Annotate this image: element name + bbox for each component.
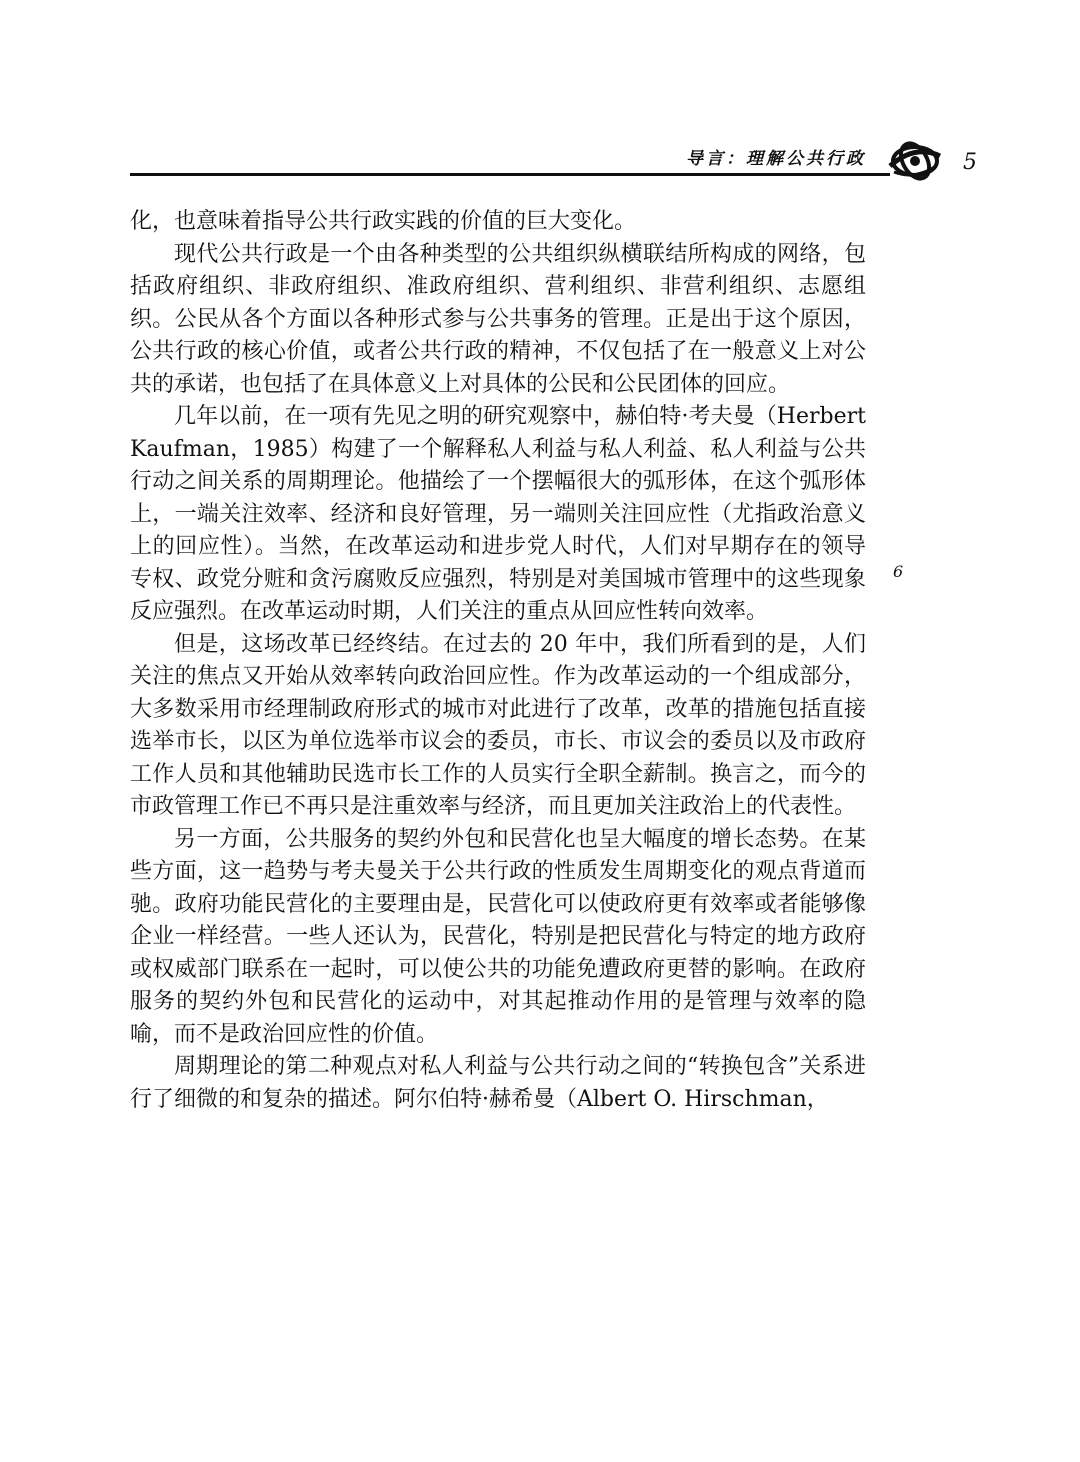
- paragraph-1: 化，也意味着指导公共行政实践的价值的巨大变化。: [130, 209, 637, 234]
- body-text: [130, 206, 866, 1116]
- paragraph-2: 现代公共行政是一个由各种类型的公共组织纵横联结所构成的网络，包括政府组织、非政府组织、准政府组织、营利组织、非营利组织、志愿组织。公民从各个方面以各种形式参与公共事务的管理。正是出于这个原因，公共行政的核心价值，或者公共行政的精神，不仅包括了在一般意义上对公共的承诺，也包括了在具体意义上对具体的公民和公民团体的回应。: [130, 241, 866, 397]
- paragraph-5: 另一方面，公共服务的契约外包和民营化也呈大幅度的增长态势。在某些方面，这一趋势与考夫曼关于公共行政的性质发生周期变化的观点背道而驰。政府功能民营化的主要理由是，民营化可以使政府更有效率或者能够像企业一样经营。一些人还认为，民营化，特别是把民营化与特定的地方政府或权威部门联系在一起时，可以使公共的功能免遭政府更替的影响。在政府服务的契约外包和民营化的运动中，对其起推动作用的是管理与效率的隐喻，而不是政治回应性的价值。: [130, 826, 866, 1047]
- paragraph-3: 几年以前，在一项有先见之明的研究观察中，赫伯特·考夫曼（Herbert Kaufman，1985）构建了一个解释私人利益与私人利益、私人利益与公共行动之间关系的周期理论。他描绘了一个摆幅很大的弧形体，在这个弧形体上，一端关注效率、经济和良好管理，另一端则关注回应性（尤指政治意义上的回应性）。当然，在改革运动和进步党人时代，人们对早期存在的领导专权、政党分赃和贪污腐败反应强烈，特别是对美国城市管理中的这些现象反应强烈。在改革运动时期，人们关注的重点从回应性转向效率。: [130, 404, 866, 624]
- paragraph-4: 但是，这场改革已经终结。在过去的 20 年中，我们所看到的是，人们关注的焦点又开始从效率转向政治回应性。作为改革运动的一个组成部分，大多数采用市经理制政府形式的城市对此进行了改革，改革的措施包括直接选举市长，以区为单位选举市议会的委员，市长、市议会的委员以及市政府工作人员和其他辅助民选市长工作的人员实行全职全薪制。换言之，而今的市政管理工作已不再只是注重效率与经济，而且更加关注政治上的代表性。: [130, 631, 866, 819]
- header-rule: [130, 173, 890, 176]
- margin-page-marker: 6: [893, 562, 904, 581]
- running-title: 导言：理解公共行政: [686, 149, 866, 169]
- page-number: 5: [963, 150, 977, 175]
- paragraph-6: 周期理论的第二种观点对私人利益与公共行动之间的“转换包含”关系进行了细微的和复杂的描述。阿尔伯特·赫希曼（Albert O. Hirschman，: [130, 1054, 866, 1112]
- running-header: [130, 136, 980, 186]
- book-emblem-icon: [884, 136, 946, 184]
